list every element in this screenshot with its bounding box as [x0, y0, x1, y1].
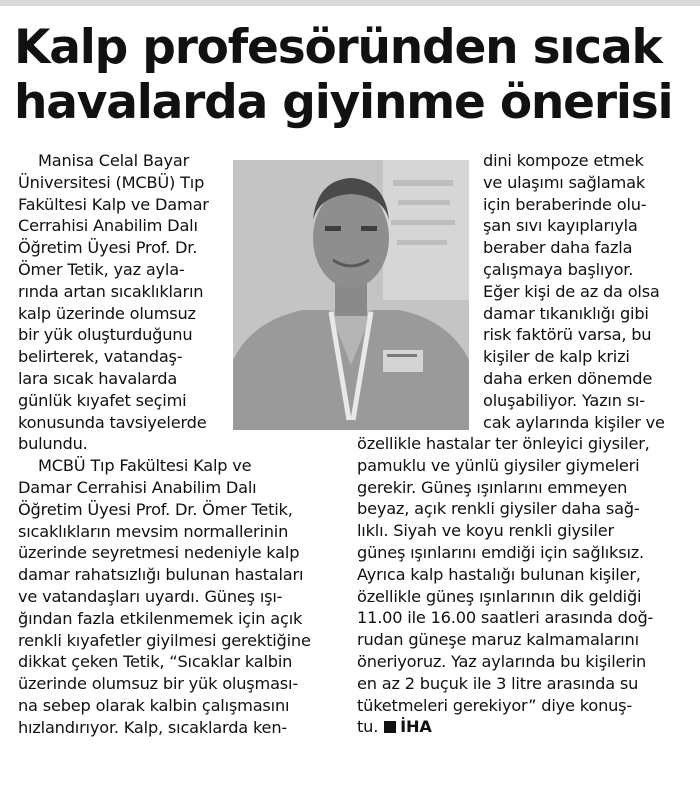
body-line: güneş ışınlarını emdiği için sağlıksız.	[357, 542, 644, 562]
body-line: üzerinde olumsuz bir yük oluşması-	[18, 674, 298, 694]
body-line: şan sıvı kayıplarıyla	[483, 216, 638, 236]
body-line: Eğer kişi de az da olsa	[483, 281, 660, 301]
article-right-column	[483, 150, 665, 433]
body-line: Öğretim Üyesi Prof. Dr.	[18, 238, 198, 258]
body-line: Cerrahisi Anabilim Dalı	[18, 216, 198, 236]
body-line: rudan güneşe maruz kalmamalarını	[357, 630, 639, 650]
body-line: MCBÜ Tıp Fakültesi Kalp ve	[38, 456, 252, 476]
body-line: damar rahatsızlığı bulunan hastaları	[18, 565, 304, 585]
body-line: Ömer Tetik, yaz ayla-	[18, 259, 185, 279]
body-line: Damar Cerrahisi Anabilim Dalı	[18, 477, 257, 497]
agency-square-icon	[384, 721, 396, 733]
body-line: ğından fazla etkilenmemek için açık	[18, 608, 303, 628]
body-line: pamuklu ve yünlü giysiler giymeleri	[357, 455, 640, 475]
body-line: Öğretim Üyesi Prof. Dr. Ömer Tetik,	[18, 499, 293, 519]
body-line: çalışmaya başlıyor.	[483, 259, 634, 279]
body-line: sıcaklıkların mevsim normallerinin	[18, 521, 289, 541]
closing-line	[357, 716, 653, 738]
body-line: dikkat çeken Tetik, “Sıcaklar kalbin	[18, 652, 293, 672]
closing-fragment: tu.	[357, 717, 379, 737]
body-line: Manisa Celal Bayar	[38, 151, 190, 170]
article-headline	[14, 20, 694, 130]
body-line: hızlandırıyor. Kalp, sıcaklarda ken-	[18, 717, 288, 737]
body-line: Fakültesi Kalp ve Damar	[18, 194, 209, 214]
body-line: Üniversitesi (MCBÜ) Tıp	[18, 172, 205, 192]
body-line: özellikle güneş ışınlarının dik geldiği	[357, 586, 642, 606]
headline-line-1: Kalp profesöründen sıcak	[14, 20, 662, 75]
body-line: dini kompoze etmek	[483, 151, 644, 170]
body-line: en az 2 buçuk ile 3 litre arasında su	[357, 673, 639, 693]
body-line: üzerinde seyretmesi nedeniyle kalp	[18, 543, 300, 563]
body-line: kalp üzerinde olumsuz	[18, 303, 196, 323]
body-line: bir yük oluşturduğunu	[18, 325, 193, 345]
body-line: beraber daha fazla	[483, 238, 633, 258]
body-line: öneriyoruz. Yaz aylarında bu kişilerin	[357, 651, 647, 671]
body-line: beyaz, açık renkli giysiler daha sağ-	[357, 499, 640, 519]
body-line: lara sıcak havalarda	[18, 368, 178, 388]
body-line: lıklı. Siyah ve koyu renkli giysiler	[357, 521, 614, 541]
body-line: risk faktörü varsa, bu	[483, 325, 652, 345]
body-line: cak aylarında kişiler ve	[483, 412, 665, 432]
body-line: gerekir. Güneş ışınlarını emmeyen	[357, 477, 628, 497]
body-line: tüketmeleri gerekiyor” diye konuş-	[357, 695, 633, 715]
body-line: konusunda tavsiyelerde	[18, 412, 207, 432]
body-line: için beraberinde olu-	[483, 194, 647, 214]
body-line: oluşabiliyor. Yazın sı-	[483, 390, 645, 410]
body-line: damar tıkanıklığı gibi	[483, 303, 649, 323]
body-line: 11.00 ile 16.00 saatleri arasında doğ-	[357, 608, 654, 628]
body-line: bulundu.	[18, 434, 88, 454]
body-line: rında artan sıcaklıkların	[18, 281, 204, 301]
body-line: belirterek, vatandaş-	[18, 347, 183, 367]
body-line: renkli kıyafetler giyilmesi gerektiğine	[18, 630, 311, 650]
body-line: Ayrıca kalp hastalığı bulunan kişiler,	[357, 564, 641, 584]
body-line: özellikle hastalar ter önleyici giysiler,	[357, 434, 650, 453]
body-line: ve vatandaşları uyardı. Güneş ışı-	[18, 586, 283, 606]
body-line: ve ulaşımı sağlamak	[483, 172, 646, 192]
body-line: na sebep olarak kalbin çalışmasını	[18, 695, 290, 715]
body-line: kişiler de kalp krizi	[483, 347, 630, 367]
article-left-column	[18, 150, 311, 739]
article-wide-column	[357, 433, 653, 738]
headline-line-2: havalarda giyinme önerisi	[14, 75, 673, 130]
page-top-rule	[0, 0, 700, 6]
body-line: daha erken dönemde	[483, 368, 653, 388]
body-line: günlük kıyafet seçimi	[18, 390, 187, 410]
agency-credit: İHA	[400, 717, 432, 737]
